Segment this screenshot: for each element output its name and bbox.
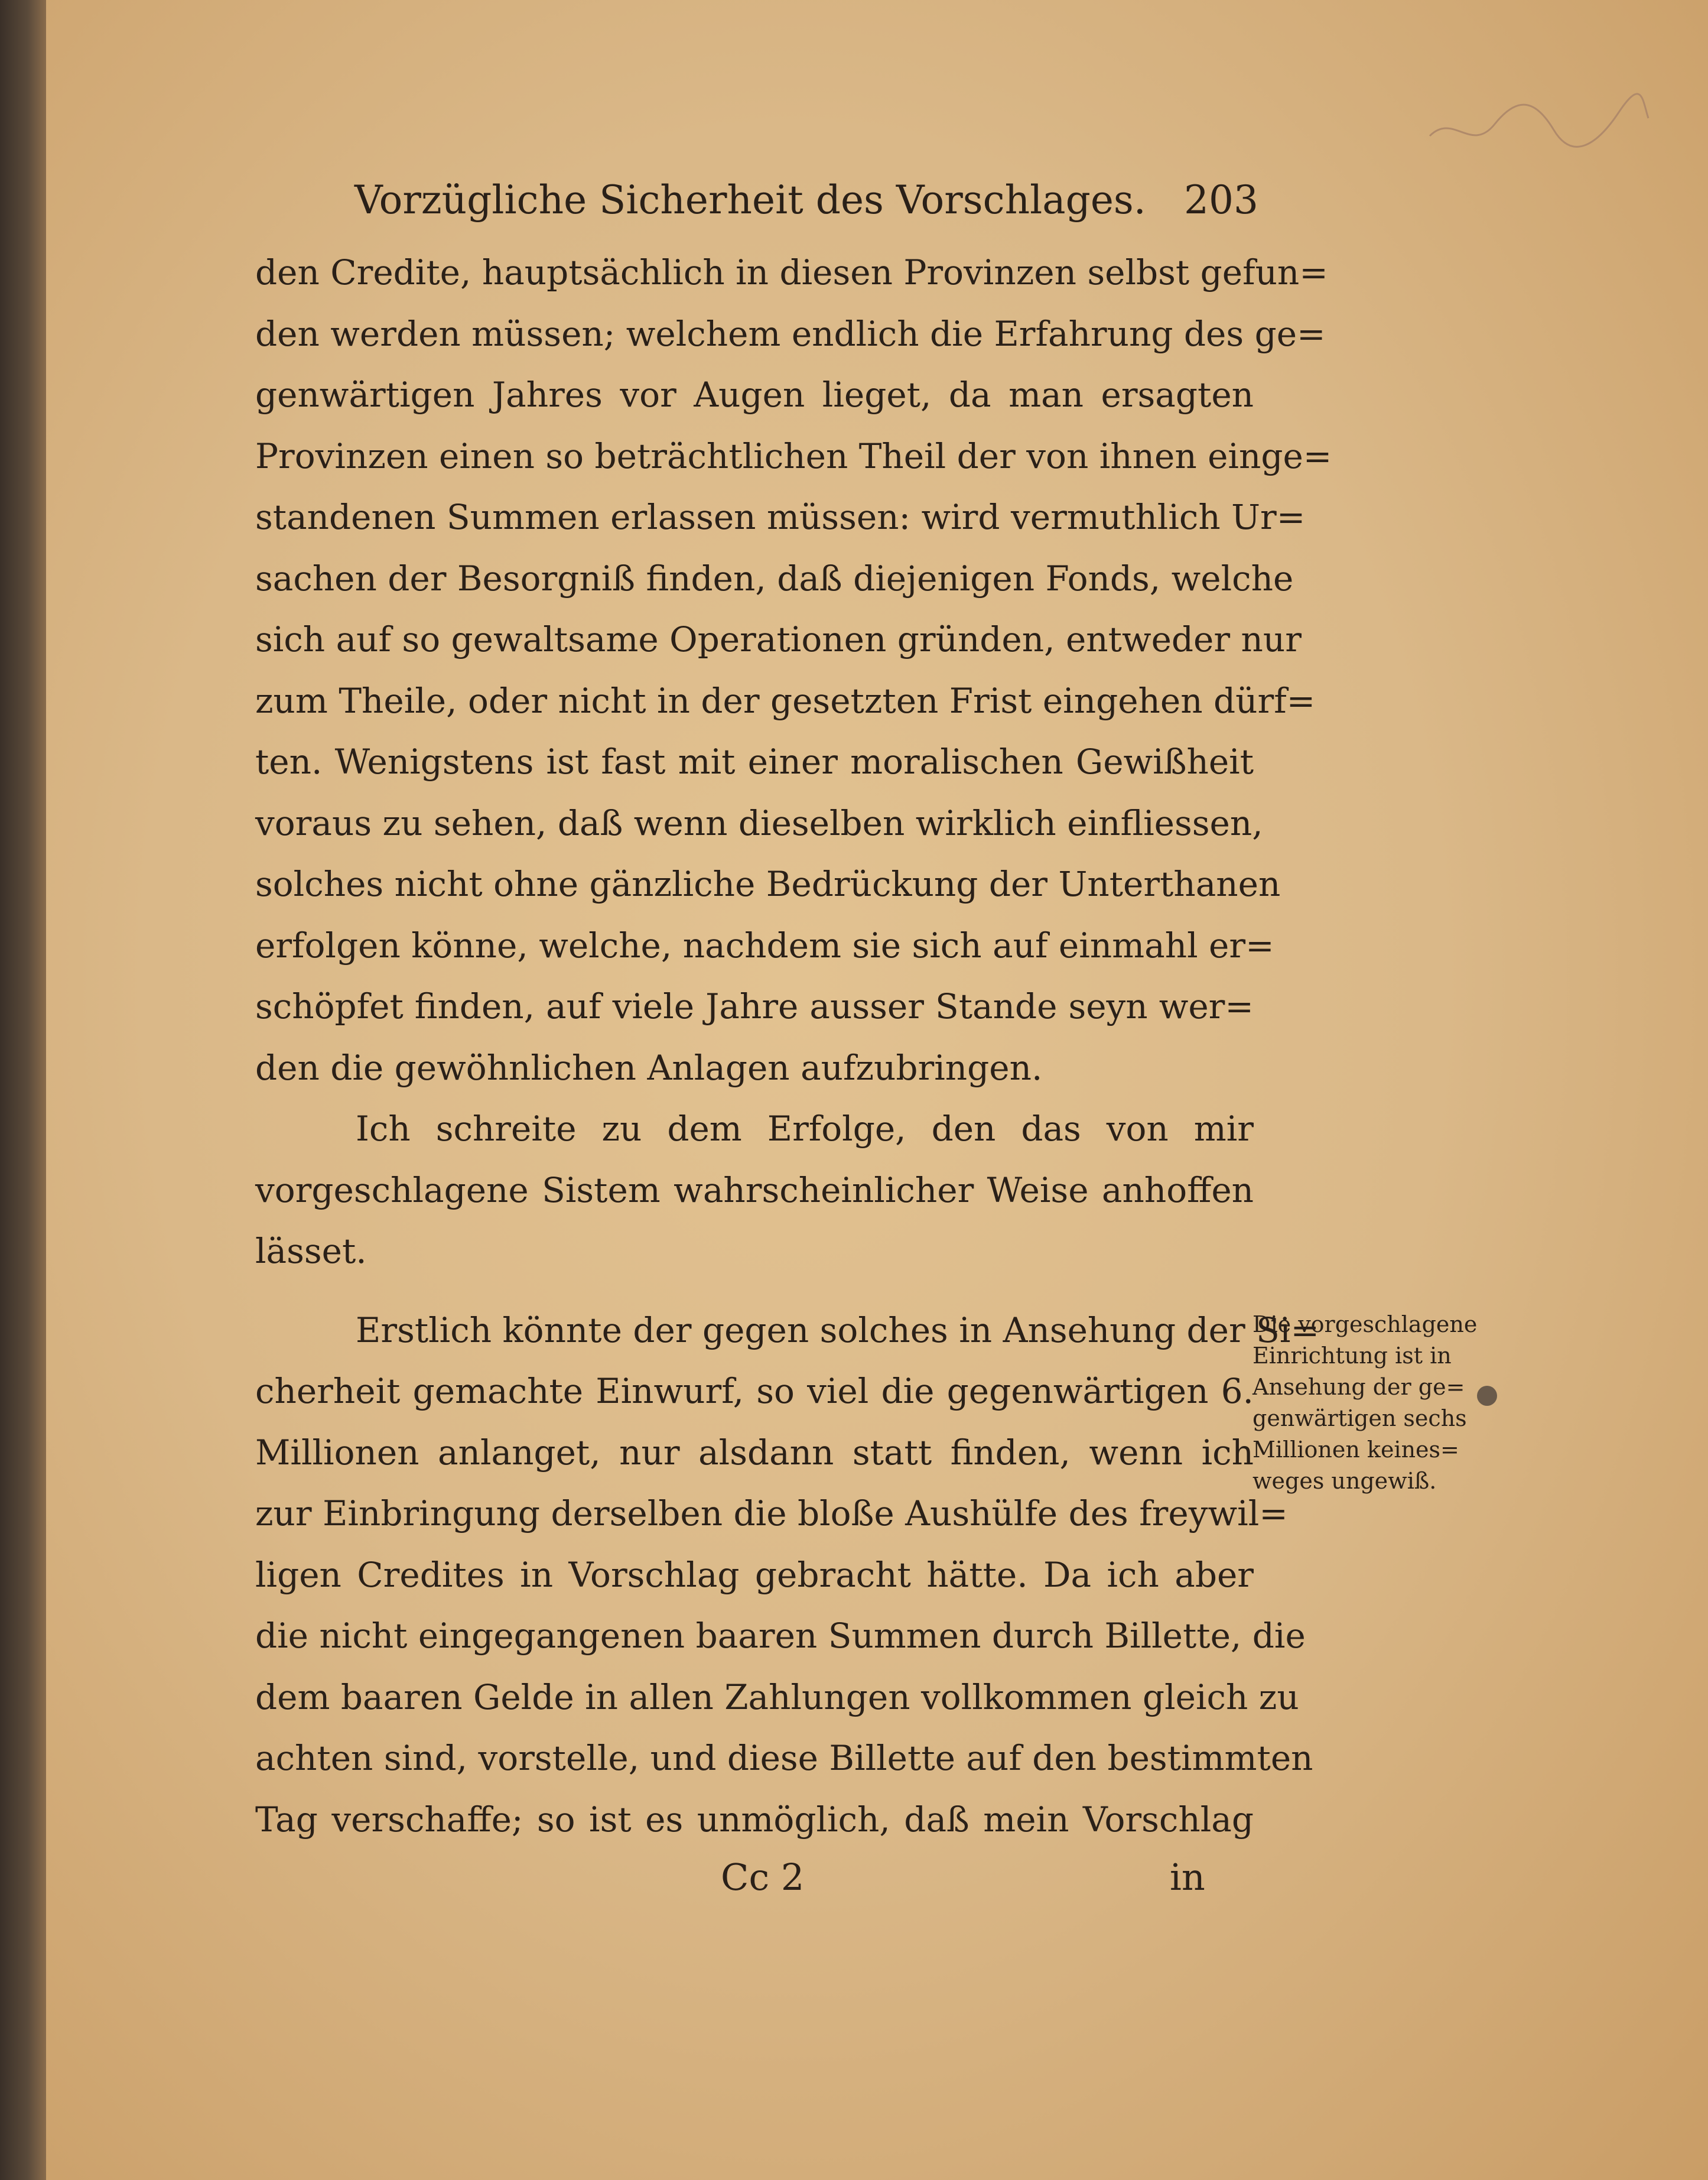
text-line: die nicht eingegangenen baaren Summen durch Billette, die xyxy=(255,1616,1306,1656)
text-line: Tag verschaffe; so ist es unmöglich, daß mein Vorschlag xyxy=(255,1799,1254,1840)
margin-line: weges ungewiß. xyxy=(1252,1468,1437,1494)
text-line: zum Theile, oder nicht in der gesetzten Frist eingehen dürf= xyxy=(255,680,1316,721)
text-line: standenen Summen erlassen müssen: wird vermuthlich Ur= xyxy=(255,497,1306,537)
text-line: sich auf so gewaltsame Operationen gründen, entweder nur xyxy=(255,619,1302,659)
margin-line: genwärtigen sechs xyxy=(1252,1405,1467,1431)
signature-mark: Cc 2 xyxy=(721,1856,805,1899)
pin-hole-dot xyxy=(1477,1386,1497,1406)
running-title: Vorzügliche Sicherheit des Vorschlages. xyxy=(354,177,1146,223)
catchword: in xyxy=(1170,1856,1205,1899)
text-line: dem baaren Gelde in allen Zahlungen vollkommen gleich zu xyxy=(255,1677,1299,1717)
text-line: den Credite, hauptsächlich in diesen Provinzen selbst gefun= xyxy=(255,252,1328,293)
text-line: den werden müssen; welchem endlich die Erfahrung des ge= xyxy=(255,313,1326,354)
text-line: achten sind, vorstelle, und diese Billette auf den bestimmten xyxy=(255,1738,1313,1778)
margin-line: Ansehung der ge= xyxy=(1252,1374,1465,1400)
margin-line: Millionen keines= xyxy=(1252,1437,1459,1463)
text-line: Millionen anlanget, nur alsdann statt finden, wenn ich xyxy=(255,1432,1254,1473)
text-line: vorgeschlagene Sistem wahrscheinlicher Weise anhoffen xyxy=(255,1169,1254,1210)
text-line: erfolgen könne, welche, nachdem sie sich auf einmahl er= xyxy=(255,925,1274,966)
text-line: lässet. xyxy=(255,1231,367,1271)
page-number: 203 xyxy=(1184,177,1258,223)
margin-line: Die vorgeschlagene xyxy=(1252,1311,1478,1337)
pencil-scribble xyxy=(1418,65,1654,183)
text-line: Ich schreite zu dem Erfolge, den das von mir xyxy=(356,1109,1254,1149)
text-line: voraus zu sehen, daß wenn dieselben wirklich einfliessen, xyxy=(255,803,1263,843)
marginal-note xyxy=(1252,1309,1501,1497)
text-line: den die gewöhnlichen Anlagen aufzubringen. xyxy=(255,1047,1043,1088)
text-line: solches nicht ohne gänzliche Bedrückung der Unterthanen xyxy=(255,864,1281,904)
text-line: ligen Credites in Vorschlag gebracht hätte. Da ich aber xyxy=(255,1554,1254,1595)
text-line: ten. Wenigstens ist fast mit einer moralischen Gewißheit xyxy=(255,742,1254,782)
main-text xyxy=(255,242,1332,1850)
text-line: zur Einbringung derselben die bloße Aushülfe des freywil= xyxy=(255,1493,1288,1534)
text-line: sachen der Besorgniß finden, daß diejenigen Fonds, welche xyxy=(255,558,1294,599)
text-line: cherheit gemachte Einwurf, so viel die gegenwärtigen 6. xyxy=(255,1371,1254,1411)
text-line: Provinzen einen so beträchtlichen Theil der von ihnen einge= xyxy=(255,436,1332,476)
running-header xyxy=(354,165,1258,236)
text-line: genwärtigen Jahres vor Augen lieget, da man ersagten xyxy=(255,375,1254,415)
text-line: schöpfet finden, auf viele Jahre ausser Stande seyn wer= xyxy=(255,986,1254,1026)
book-binding-edge xyxy=(0,0,46,2180)
margin-line: Einrichtung ist in xyxy=(1252,1343,1452,1369)
text-line: Erstlich könnte der gegen solches in Ansehung der Si= xyxy=(356,1310,1320,1350)
